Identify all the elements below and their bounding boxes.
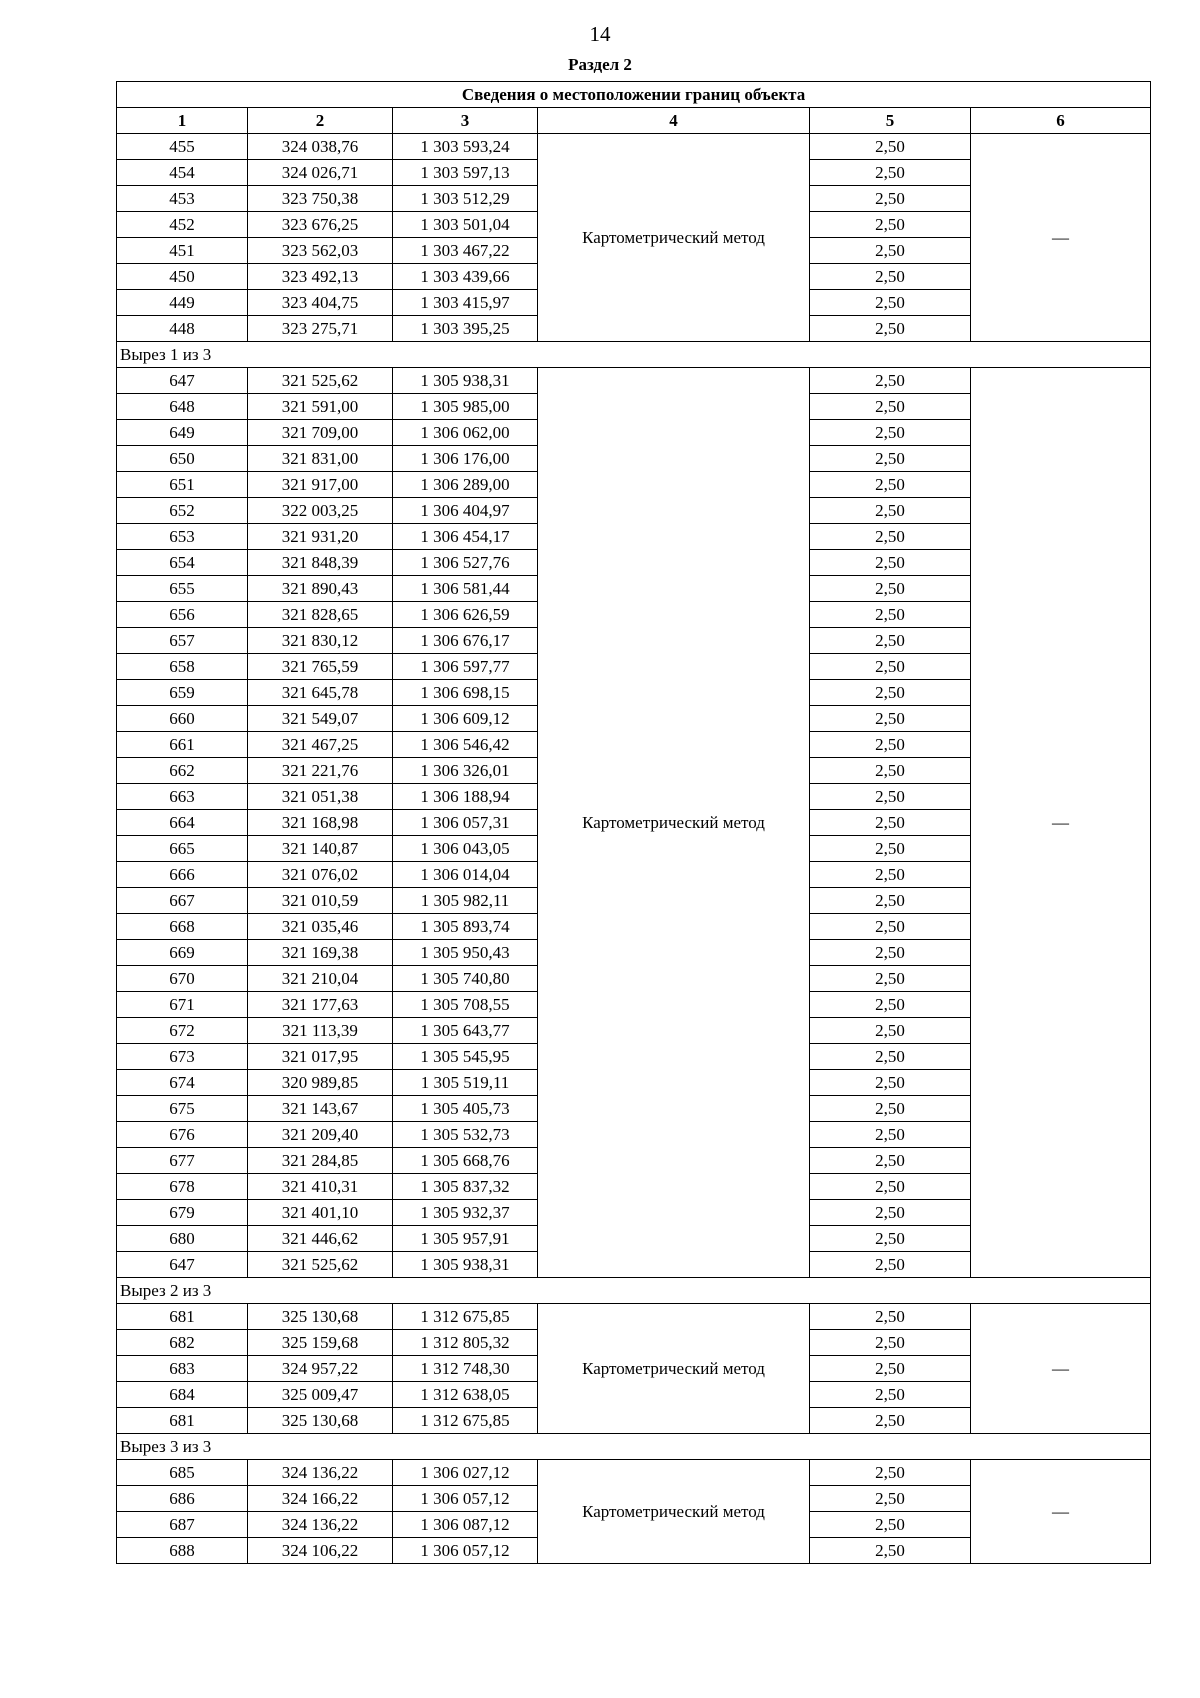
y-coordinate-cell: 1 305 950,43 (393, 940, 538, 966)
y-coordinate-cell: 1 305 545,95 (393, 1044, 538, 1070)
x-coordinate-cell: 321 645,78 (248, 680, 393, 706)
point-number-cell: 663 (117, 784, 248, 810)
accuracy-cell: 2,50 (810, 550, 971, 576)
point-number-cell: 452 (117, 212, 248, 238)
x-coordinate-cell: 321 828,65 (248, 602, 393, 628)
y-coordinate-cell: 1 306 289,00 (393, 472, 538, 498)
point-number-cell: 648 (117, 394, 248, 420)
column-header: 6 (971, 108, 1151, 134)
accuracy-cell: 2,50 (810, 212, 971, 238)
accuracy-cell: 2,50 (810, 706, 971, 732)
accuracy-cell: 2,50 (810, 1122, 971, 1148)
x-coordinate-cell: 321 140,87 (248, 836, 393, 862)
accuracy-cell: 2,50 (810, 186, 971, 212)
cut-label: Вырез 1 из 3 (117, 342, 1151, 368)
x-coordinate-cell: 321 591,00 (248, 394, 393, 420)
x-coordinate-cell: 321 446,62 (248, 1226, 393, 1252)
column-6-cell: — (971, 1304, 1151, 1434)
x-coordinate-cell: 321 177,63 (248, 992, 393, 1018)
y-coordinate-cell: 1 306 043,05 (393, 836, 538, 862)
accuracy-cell: 2,50 (810, 1252, 971, 1278)
y-coordinate-cell: 1 305 893,74 (393, 914, 538, 940)
y-coordinate-cell: 1 303 467,22 (393, 238, 538, 264)
accuracy-cell: 2,50 (810, 1018, 971, 1044)
point-number-cell: 654 (117, 550, 248, 576)
point-number-cell: 653 (117, 524, 248, 550)
page-number: 14 (589, 22, 611, 46)
y-coordinate-cell: 1 306 454,17 (393, 524, 538, 550)
accuracy-cell: 2,50 (810, 1226, 971, 1252)
accuracy-cell: 2,50 (810, 1200, 971, 1226)
x-coordinate-cell: 325 159,68 (248, 1330, 393, 1356)
x-coordinate-cell: 323 750,38 (248, 186, 393, 212)
point-number-cell: 664 (117, 810, 248, 836)
y-coordinate-cell: 1 306 057,12 (393, 1538, 538, 1564)
accuracy-cell: 2,50 (810, 1044, 971, 1070)
cut-label: Вырез 3 из 3 (117, 1434, 1151, 1460)
y-coordinate-cell: 1 305 643,77 (393, 1018, 538, 1044)
x-coordinate-cell: 321 284,85 (248, 1148, 393, 1174)
accuracy-cell: 2,50 (810, 420, 971, 446)
accuracy-cell: 2,50 (810, 1070, 971, 1096)
point-number-cell: 668 (117, 914, 248, 940)
point-number-cell: 681 (117, 1408, 248, 1434)
x-coordinate-cell: 324 106,22 (248, 1538, 393, 1564)
accuracy-cell: 2,50 (810, 1408, 971, 1434)
point-number-cell: 673 (117, 1044, 248, 1070)
y-coordinate-cell: 1 306 014,04 (393, 862, 538, 888)
x-coordinate-cell: 321 549,07 (248, 706, 393, 732)
y-coordinate-cell: 1 305 837,32 (393, 1174, 538, 1200)
y-coordinate-cell: 1 312 675,85 (393, 1408, 538, 1434)
accuracy-cell: 2,50 (810, 1538, 971, 1564)
column-6-cell: — (971, 134, 1151, 342)
x-coordinate-cell: 321 410,31 (248, 1174, 393, 1200)
y-coordinate-cell: 1 305 532,73 (393, 1122, 538, 1148)
y-coordinate-cell: 1 306 609,12 (393, 706, 538, 732)
point-number-cell: 687 (117, 1512, 248, 1538)
method-cell: Картометрический метод (538, 134, 810, 342)
point-number-cell: 657 (117, 628, 248, 654)
x-coordinate-cell: 321 467,25 (248, 732, 393, 758)
accuracy-cell: 2,50 (810, 966, 971, 992)
point-number-cell: 666 (117, 862, 248, 888)
x-coordinate-cell: 324 038,76 (248, 134, 393, 160)
y-coordinate-cell: 1 305 405,73 (393, 1096, 538, 1122)
y-coordinate-cell: 1 303 593,24 (393, 134, 538, 160)
point-number-cell: 686 (117, 1486, 248, 1512)
x-coordinate-cell: 321 830,12 (248, 628, 393, 654)
column-6-cell: — (971, 1460, 1151, 1564)
point-number-cell: 670 (117, 966, 248, 992)
point-number-cell: 683 (117, 1356, 248, 1382)
accuracy-cell: 2,50 (810, 1148, 971, 1174)
y-coordinate-cell: 1 303 439,66 (393, 264, 538, 290)
y-coordinate-cell: 1 306 188,94 (393, 784, 538, 810)
y-coordinate-cell: 1 306 597,77 (393, 654, 538, 680)
x-coordinate-cell: 323 275,71 (248, 316, 393, 342)
accuracy-cell: 2,50 (810, 290, 971, 316)
point-number-cell: 455 (117, 134, 248, 160)
y-coordinate-cell: 1 303 415,97 (393, 290, 538, 316)
x-coordinate-cell: 322 003,25 (248, 498, 393, 524)
x-coordinate-cell: 321 210,04 (248, 966, 393, 992)
x-coordinate-cell: 321 917,00 (248, 472, 393, 498)
x-coordinate-cell: 320 989,85 (248, 1070, 393, 1096)
y-coordinate-cell: 1 306 057,31 (393, 810, 538, 836)
y-coordinate-cell: 1 303 597,13 (393, 160, 538, 186)
accuracy-cell: 2,50 (810, 1174, 971, 1200)
accuracy-cell: 2,50 (810, 940, 971, 966)
y-coordinate-cell: 1 306 326,01 (393, 758, 538, 784)
point-number-cell: 655 (117, 576, 248, 602)
point-number-cell: 449 (117, 290, 248, 316)
x-coordinate-cell: 324 136,22 (248, 1512, 393, 1538)
x-coordinate-cell: 325 009,47 (248, 1382, 393, 1408)
point-number-cell: 448 (117, 316, 248, 342)
accuracy-cell: 2,50 (810, 1330, 971, 1356)
x-coordinate-cell: 324 957,22 (248, 1356, 393, 1382)
accuracy-cell: 2,50 (810, 1382, 971, 1408)
x-coordinate-cell: 324 026,71 (248, 160, 393, 186)
y-coordinate-cell: 1 305 708,55 (393, 992, 538, 1018)
point-number-cell: 662 (117, 758, 248, 784)
y-coordinate-cell: 1 305 938,31 (393, 1252, 538, 1278)
accuracy-cell: 2,50 (810, 1512, 971, 1538)
y-coordinate-cell: 1 305 519,11 (393, 1070, 538, 1096)
y-coordinate-cell: 1 306 676,17 (393, 628, 538, 654)
point-number-cell: 661 (117, 732, 248, 758)
x-coordinate-cell: 321 848,39 (248, 550, 393, 576)
point-number-cell: 450 (117, 264, 248, 290)
point-number-cell: 660 (117, 706, 248, 732)
point-number-cell: 675 (117, 1096, 248, 1122)
point-number-cell: 684 (117, 1382, 248, 1408)
table-row (117, 1304, 1151, 1330)
y-coordinate-cell: 1 305 982,11 (393, 888, 538, 914)
y-coordinate-cell: 1 306 404,97 (393, 498, 538, 524)
accuracy-cell: 2,50 (810, 1460, 971, 1486)
accuracy-cell: 2,50 (810, 992, 971, 1018)
x-coordinate-cell: 324 166,22 (248, 1486, 393, 1512)
boundary-coordinates-table (116, 81, 1151, 1564)
point-number-cell: 672 (117, 1018, 248, 1044)
y-coordinate-cell: 1 305 740,80 (393, 966, 538, 992)
accuracy-cell: 2,50 (810, 862, 971, 888)
y-coordinate-cell: 1 305 938,31 (393, 368, 538, 394)
table-title: Сведения о местоположении границ объекта (117, 82, 1151, 108)
point-number-cell: 679 (117, 1200, 248, 1226)
point-number-cell: 669 (117, 940, 248, 966)
point-number-cell: 647 (117, 1252, 248, 1278)
accuracy-cell: 2,50 (810, 1096, 971, 1122)
accuracy-cell: 2,50 (810, 1486, 971, 1512)
x-coordinate-cell: 321 831,00 (248, 446, 393, 472)
column-header: 1 (117, 108, 248, 134)
method-cell: Картометрический метод (538, 1304, 810, 1434)
column-header: 4 (538, 108, 810, 134)
table-row (117, 134, 1151, 160)
accuracy-cell: 2,50 (810, 498, 971, 524)
point-number-cell: 451 (117, 238, 248, 264)
point-number-cell: 453 (117, 186, 248, 212)
accuracy-cell: 2,50 (810, 680, 971, 706)
y-coordinate-cell: 1 306 626,59 (393, 602, 538, 628)
point-number-cell: 650 (117, 446, 248, 472)
y-coordinate-cell: 1 306 698,15 (393, 680, 538, 706)
y-coordinate-cell: 1 312 638,05 (393, 1382, 538, 1408)
accuracy-cell: 2,50 (810, 1356, 971, 1382)
point-number-cell: 652 (117, 498, 248, 524)
x-coordinate-cell: 321 113,39 (248, 1018, 393, 1044)
accuracy-cell: 2,50 (810, 134, 971, 160)
point-number-cell: 659 (117, 680, 248, 706)
accuracy-cell: 2,50 (810, 836, 971, 862)
x-coordinate-cell: 321 017,95 (248, 1044, 393, 1070)
accuracy-cell: 2,50 (810, 1304, 971, 1330)
x-coordinate-cell: 323 492,13 (248, 264, 393, 290)
point-number-cell: 665 (117, 836, 248, 862)
accuracy-cell: 2,50 (810, 602, 971, 628)
point-number-cell: 671 (117, 992, 248, 1018)
accuracy-cell: 2,50 (810, 368, 971, 394)
column-6-cell: — (971, 368, 1151, 1278)
y-coordinate-cell: 1 306 057,12 (393, 1486, 538, 1512)
point-number-cell: 681 (117, 1304, 248, 1330)
column-header: 3 (393, 108, 538, 134)
y-coordinate-cell: 1 306 546,42 (393, 732, 538, 758)
point-number-cell: 658 (117, 654, 248, 680)
x-coordinate-cell: 321 143,67 (248, 1096, 393, 1122)
point-number-cell: 647 (117, 368, 248, 394)
x-coordinate-cell: 321 401,10 (248, 1200, 393, 1226)
x-coordinate-cell: 321 169,38 (248, 940, 393, 966)
accuracy-cell: 2,50 (810, 784, 971, 810)
point-number-cell: 674 (117, 1070, 248, 1096)
accuracy-cell: 2,50 (810, 264, 971, 290)
point-number-cell: 680 (117, 1226, 248, 1252)
y-coordinate-cell: 1 312 805,32 (393, 1330, 538, 1356)
x-coordinate-cell: 321 209,40 (248, 1122, 393, 1148)
y-coordinate-cell: 1 305 957,91 (393, 1226, 538, 1252)
point-number-cell: 688 (117, 1538, 248, 1564)
method-cell: Картометрический метод (538, 1460, 810, 1564)
point-number-cell: 676 (117, 1122, 248, 1148)
y-coordinate-cell: 1 312 675,85 (393, 1304, 538, 1330)
cut-label-row (117, 1278, 1151, 1304)
x-coordinate-cell: 323 562,03 (248, 238, 393, 264)
accuracy-cell: 2,50 (810, 758, 971, 784)
x-coordinate-cell: 323 404,75 (248, 290, 393, 316)
point-number-cell: 649 (117, 420, 248, 446)
point-number-cell: 685 (117, 1460, 248, 1486)
x-coordinate-cell: 325 130,68 (248, 1408, 393, 1434)
point-number-cell: 454 (117, 160, 248, 186)
point-number-cell: 678 (117, 1174, 248, 1200)
accuracy-cell: 2,50 (810, 446, 971, 472)
accuracy-cell: 2,50 (810, 888, 971, 914)
y-coordinate-cell: 1 306 087,12 (393, 1512, 538, 1538)
y-coordinate-cell: 1 305 985,00 (393, 394, 538, 420)
y-coordinate-cell: 1 306 581,44 (393, 576, 538, 602)
y-coordinate-cell: 1 305 668,76 (393, 1148, 538, 1174)
accuracy-cell: 2,50 (810, 576, 971, 602)
x-coordinate-cell: 321 035,46 (248, 914, 393, 940)
table-row (117, 1460, 1151, 1486)
accuracy-cell: 2,50 (810, 654, 971, 680)
y-coordinate-cell: 1 306 527,76 (393, 550, 538, 576)
x-coordinate-cell: 321 051,38 (248, 784, 393, 810)
accuracy-cell: 2,50 (810, 472, 971, 498)
accuracy-cell: 2,50 (810, 810, 971, 836)
x-coordinate-cell: 321 221,76 (248, 758, 393, 784)
x-coordinate-cell: 321 525,62 (248, 368, 393, 394)
y-coordinate-cell: 1 306 176,00 (393, 446, 538, 472)
column-header: 5 (810, 108, 971, 134)
accuracy-cell: 2,50 (810, 316, 971, 342)
accuracy-cell: 2,50 (810, 238, 971, 264)
accuracy-cell: 2,50 (810, 914, 971, 940)
method-cell: Картометрический метод (538, 368, 810, 1278)
x-coordinate-cell: 321 709,00 (248, 420, 393, 446)
y-coordinate-cell: 1 306 062,00 (393, 420, 538, 446)
x-coordinate-cell: 321 010,59 (248, 888, 393, 914)
accuracy-cell: 2,50 (810, 394, 971, 420)
column-header: 2 (248, 108, 393, 134)
x-coordinate-cell: 321 931,20 (248, 524, 393, 550)
x-coordinate-cell: 321 076,02 (248, 862, 393, 888)
x-coordinate-cell: 324 136,22 (248, 1460, 393, 1486)
y-coordinate-cell: 1 312 748,30 (393, 1356, 538, 1382)
point-number-cell: 677 (117, 1148, 248, 1174)
accuracy-cell: 2,50 (810, 160, 971, 186)
table-body (117, 134, 1151, 1564)
y-coordinate-cell: 1 303 395,25 (393, 316, 538, 342)
cut-label-row (117, 342, 1151, 368)
x-coordinate-cell: 321 890,43 (248, 576, 393, 602)
cut-label: Вырез 2 из 3 (117, 1278, 1151, 1304)
cut-label-row (117, 1434, 1151, 1460)
point-number-cell: 667 (117, 888, 248, 914)
x-coordinate-cell: 323 676,25 (248, 212, 393, 238)
section-title: Раздел 2 (568, 55, 632, 74)
table-row (117, 368, 1151, 394)
y-coordinate-cell: 1 303 501,04 (393, 212, 538, 238)
y-coordinate-cell: 1 305 932,37 (393, 1200, 538, 1226)
accuracy-cell: 2,50 (810, 628, 971, 654)
accuracy-cell: 2,50 (810, 732, 971, 758)
point-number-cell: 651 (117, 472, 248, 498)
point-number-cell: 682 (117, 1330, 248, 1356)
y-coordinate-cell: 1 303 512,29 (393, 186, 538, 212)
x-coordinate-cell: 325 130,68 (248, 1304, 393, 1330)
point-number-cell: 656 (117, 602, 248, 628)
x-coordinate-cell: 321 168,98 (248, 810, 393, 836)
accuracy-cell: 2,50 (810, 524, 971, 550)
x-coordinate-cell: 321 765,59 (248, 654, 393, 680)
y-coordinate-cell: 1 306 027,12 (393, 1460, 538, 1486)
x-coordinate-cell: 321 525,62 (248, 1252, 393, 1278)
